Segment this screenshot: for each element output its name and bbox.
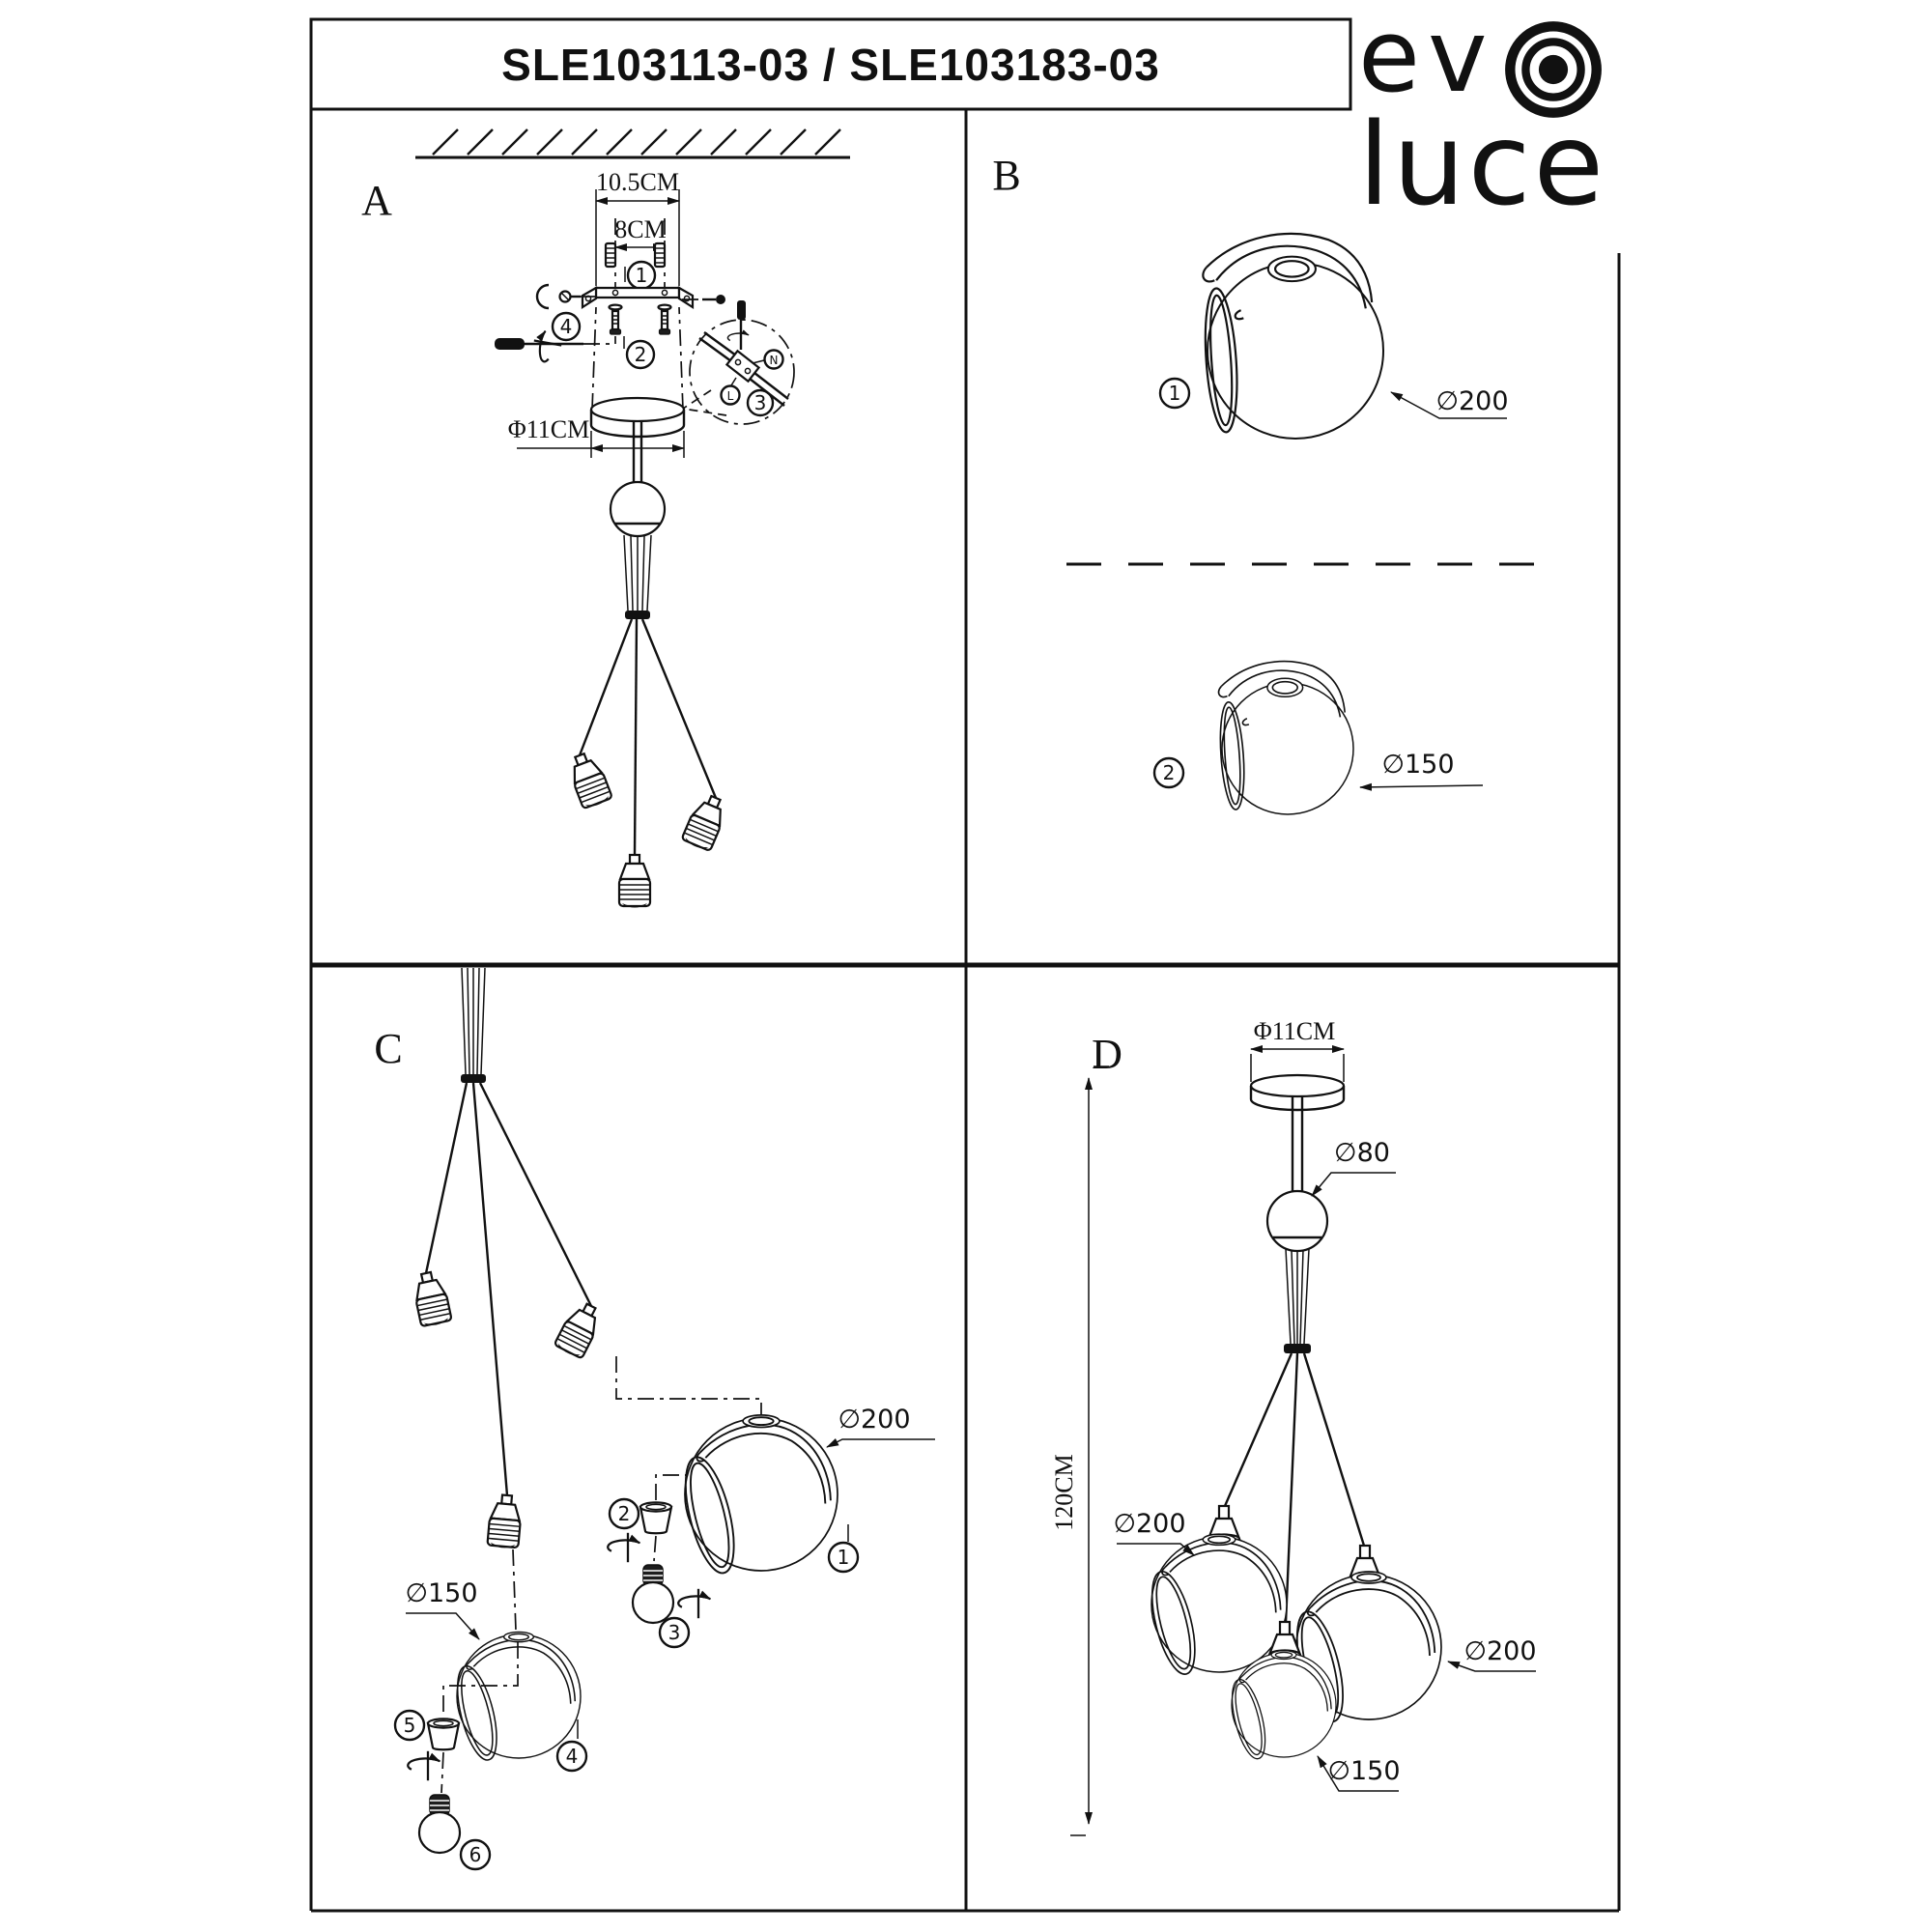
mounting-screw — [610, 305, 622, 334]
shade-ring — [428, 1719, 459, 1749]
lamp-socket — [681, 792, 730, 853]
canopy — [591, 307, 684, 437]
svg-text:∅80: ∅80 — [1334, 1138, 1390, 1168]
svg-text:∅150: ∅150 — [1381, 750, 1455, 780]
svg-text:1: 1 — [837, 1546, 850, 1569]
panel-d-label: D — [1092, 1031, 1122, 1078]
step-badge-b1 — [1160, 379, 1189, 408]
logo-text-luce: luce — [1358, 98, 1607, 231]
svg-text:1: 1 — [635, 264, 648, 287]
svg-text:3: 3 — [668, 1621, 681, 1644]
label-b-150 — [1360, 750, 1483, 787]
model-number-title: SLE103113-03 / SLE103183-03 — [501, 39, 1160, 90]
label-c-200 — [827, 1405, 935, 1447]
svg-text:2: 2 — [1162, 761, 1176, 784]
wire-live-badge — [722, 378, 740, 405]
shade-ring — [640, 1502, 671, 1533]
shade-200-drawing — [1202, 234, 1383, 439]
label-c-150 — [405, 1578, 479, 1639]
lamp-socket — [565, 750, 612, 810]
svg-text:2: 2 — [617, 1502, 631, 1525]
svg-text:∅150: ∅150 — [1327, 1756, 1401, 1786]
assembly-route-small-shade — [513, 1549, 516, 1631]
svg-text:10.5CM: 10.5CM — [596, 168, 679, 196]
step-badge-b2 — [1154, 758, 1183, 787]
svg-text:∅200: ∅200 — [1463, 1636, 1537, 1666]
lamp-socket — [487, 1494, 523, 1549]
wiring-detail-callout — [683, 300, 794, 424]
svg-text:∅200: ∅200 — [838, 1405, 911, 1435]
brand-logo — [1358, 0, 1648, 231]
lamp-socket — [411, 1270, 452, 1328]
panel-b-shade-parts — [992, 152, 1536, 814]
cord-bundle — [461, 968, 486, 1083]
step-badge-c2 — [610, 1499, 639, 1528]
step-badge-c3 — [660, 1618, 689, 1647]
svg-text:∅200: ∅200 — [1113, 1509, 1186, 1539]
wall-anchor — [655, 243, 665, 267]
dim-canopy-d — [1251, 1017, 1344, 1082]
canopy-d — [1251, 1075, 1344, 1110]
label-d-bottom-150 — [1318, 1756, 1401, 1791]
ceiling-hatch — [415, 129, 850, 157]
svg-text:8CM: 8CM — [614, 215, 667, 243]
svg-text:4: 4 — [559, 315, 573, 338]
shade-150-drawing — [1217, 662, 1353, 814]
svg-text:N: N — [769, 354, 779, 367]
panel-c-label: C — [374, 1025, 403, 1072]
step-badge-c1 — [829, 1524, 858, 1572]
svg-text:1: 1 — [1168, 382, 1181, 405]
step-3-badge — [748, 390, 773, 415]
panel-c-shade-assembly — [374, 968, 935, 1869]
svg-text:5: 5 — [403, 1714, 416, 1737]
light-bulb — [419, 1795, 460, 1853]
stem-ball-d — [1267, 1096, 1327, 1251]
mounting-screw — [659, 305, 671, 334]
svg-text:∅150: ∅150 — [405, 1578, 478, 1608]
label-b-200 — [1391, 386, 1509, 418]
svg-text:Φ11CM: Φ11CM — [507, 415, 590, 443]
panel-d-final-fixture — [1050, 1017, 1537, 1835]
svg-text:∅200: ∅200 — [1435, 386, 1509, 416]
dim-overall-height — [1050, 1066, 1109, 1835]
panel-a-label: A — [361, 177, 392, 224]
svg-text:4: 4 — [565, 1745, 579, 1768]
label-d-ball — [1312, 1138, 1396, 1196]
shade-200-drawing — [676, 1415, 838, 1577]
shade-150-drawing — [450, 1632, 581, 1763]
lamp-socket — [554, 1299, 605, 1360]
mounting-bracket — [582, 288, 693, 307]
rotate-icon — [408, 1751, 440, 1780]
rotate-icon — [678, 1589, 710, 1618]
panel-a-mounting-diagram — [361, 129, 850, 908]
svg-text:Φ11CM: Φ11CM — [1253, 1017, 1336, 1045]
svg-text:120CM: 120CM — [1050, 1454, 1078, 1531]
step-2-badge — [624, 336, 654, 368]
wall-anchor — [606, 243, 615, 267]
step-badge-c5 — [395, 1711, 424, 1740]
step-badge-c6 — [461, 1840, 490, 1869]
step-1-badge — [625, 262, 655, 289]
logo-text-ev: ev — [1358, 0, 1495, 115]
stem-and-cords — [565, 421, 730, 908]
light-bulb — [633, 1565, 673, 1623]
svg-text:L: L — [726, 389, 734, 403]
lamp-socket — [619, 855, 650, 908]
panel-b-label: B — [992, 152, 1021, 199]
svg-text:6: 6 — [469, 1843, 482, 1866]
svg-text:2: 2 — [634, 343, 647, 366]
label-d-right-200 — [1448, 1636, 1537, 1671]
rotate-icon — [608, 1533, 639, 1562]
step-4-badge — [553, 313, 580, 340]
svg-text:3: 3 — [753, 391, 767, 414]
